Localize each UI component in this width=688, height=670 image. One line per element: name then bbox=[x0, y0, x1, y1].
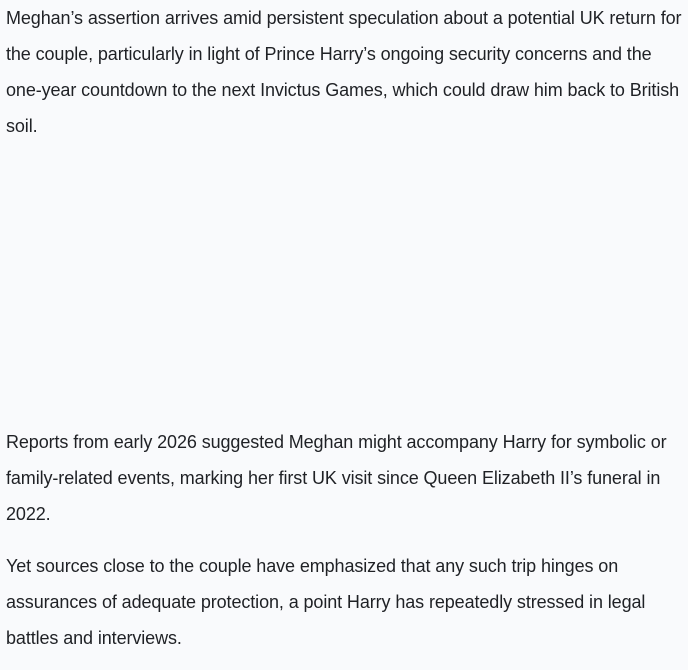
paragraph-2026-reports: Reports from early 2026 suggested Meghan might accompany Harry for symbolic or family-related events, marking her first UK visit since Queen Elizabeth II’s funeral in 2022. bbox=[6, 432, 667, 524]
paragraph-security-assurances: Yet sources close to the couple have emphasized that any such trip hinges on assurances of adequate protection, a point Harry has repeatedly stressed in legal battles and interviews. bbox=[6, 556, 646, 648]
paragraph-uk-return-speculation: Meghan’s assertion arrives amid persistent speculation about a potential UK return for the couple, particularly in light of Prince Harry’s ongoing security concerns and the one-year countdown to the next Invictus Games, which could draw him back to British soil. bbox=[6, 8, 682, 136]
blank-ad-space bbox=[0, 150, 688, 420]
